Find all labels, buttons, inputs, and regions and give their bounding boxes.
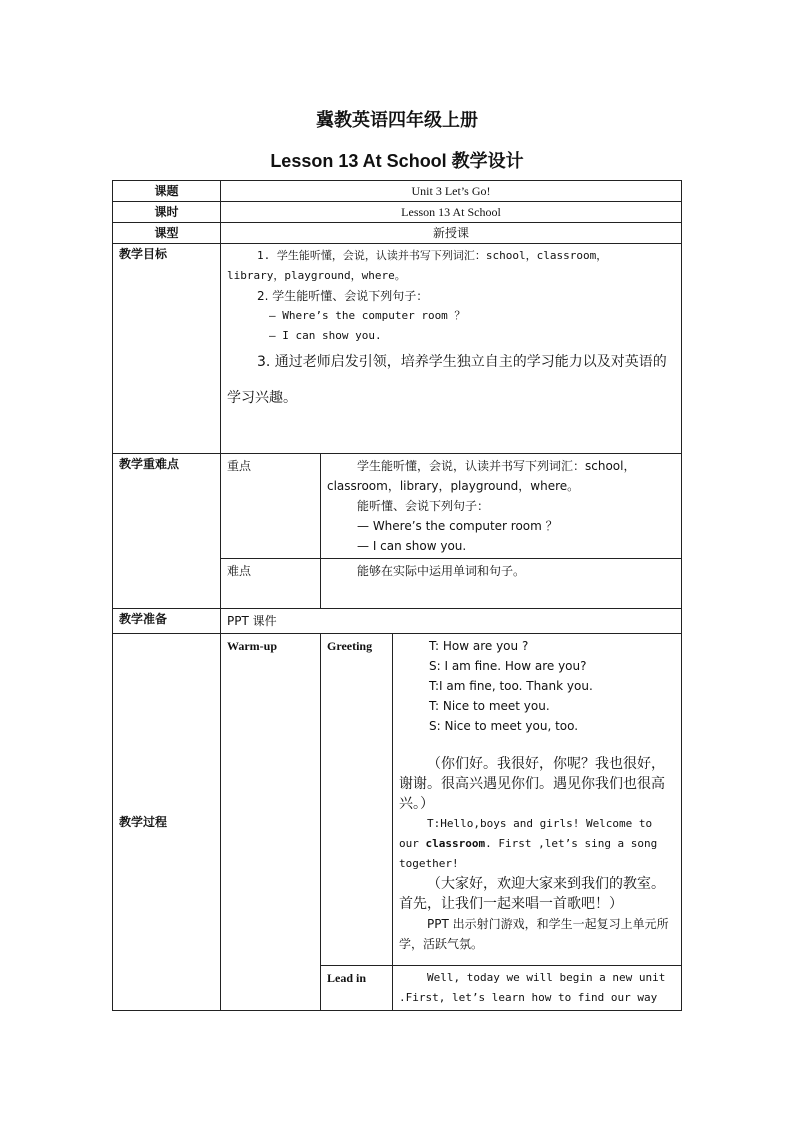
goal-1-line-b: library，playground，where。 — [227, 269, 406, 282]
topic-label: 课题 — [113, 181, 221, 202]
dialogue-line-3: T:I am fine, too. Thank you. — [429, 679, 593, 693]
translation-2: （大家好，欢迎大家来到我们的教室。首先，让我们一起来唱一首歌吧！） — [399, 876, 665, 912]
goals-label: 教学目标 — [113, 244, 221, 454]
difficulty-content — [321, 559, 682, 609]
dialogue-line-1: T: How are you ? — [429, 639, 529, 653]
key-1-line-a: 学生能听懂，会说，认读并书写下列词汇：school， — [357, 459, 636, 473]
difficulty-text: 能够在实际中运用单词和句子。 — [357, 564, 526, 578]
topic-row — [113, 181, 682, 202]
translation-1: （你们好。我很好，你呢？我也很好，谢谢。很高兴遇见你们。遇见你我们也很高兴。） — [399, 756, 665, 812]
welcome-keyword: classroom — [425, 837, 486, 850]
difficulty-label: 难点 — [221, 559, 321, 609]
topic-value: Unit 3 Let’s Go! — [221, 181, 682, 202]
key-1-line-b: classroom，library，playground，where。 — [327, 479, 580, 493]
step-greeting: Greeting — [321, 634, 393, 966]
lead-in-text: Well, today we will begin a new unit .First, let’s learn how to find our way — [399, 971, 666, 1004]
period-row — [113, 202, 682, 223]
type-value: 新授课 — [221, 223, 682, 244]
key-2-sentence-2: — I can show you. — [357, 539, 467, 553]
period-value: Lesson 13 At School — [221, 202, 682, 223]
dialogue-line-4: T: Nice to meet you. — [429, 699, 550, 713]
ppt-activity: PPT 出示射门游戏，和学生一起复习上单元所学，活跃气氛。 — [399, 917, 669, 951]
period-label: 课时 — [113, 202, 221, 223]
key-2: 能听懂、会说下列句子： — [357, 499, 490, 513]
step-lead-in: Lead in — [321, 966, 393, 1011]
lead-in-content — [393, 966, 682, 1011]
type-row — [113, 223, 682, 244]
goal-2-sentence-2: — I can show you. — [269, 329, 382, 342]
goals-row — [113, 244, 682, 454]
process-label: 教学过程 — [113, 634, 221, 1011]
greeting-row — [113, 634, 682, 966]
goals-content — [221, 244, 682, 454]
key-content — [321, 454, 682, 559]
key-2-sentence-1: — Where’s the computer room ？ — [357, 519, 558, 533]
teacher-welcome — [399, 814, 675, 874]
key-row — [113, 454, 682, 559]
prep-value: PPT 课件 — [221, 609, 682, 634]
stage-warm-up: Warm-up — [221, 634, 321, 1011]
welcome-part-2: . First ,let’s sing a song together! — [399, 837, 658, 870]
type-label: 课型 — [113, 223, 221, 244]
key-label: 重点 — [221, 454, 321, 559]
document-title: 冀教英语四年级上册 — [316, 110, 478, 131]
goal-3-line-b: 学习兴趣。 — [227, 390, 297, 406]
prep-row — [113, 609, 682, 634]
document-subtitle: Lesson 13 At School 教学设计 — [270, 151, 524, 171]
goal-2-sentence-1: — Where’s the computer room ？ — [269, 309, 466, 322]
welcome-part-1: T:Hello,boys and girls! Welcome to our — [399, 817, 653, 850]
keypoints-label: 教学重难点 — [113, 454, 221, 609]
dialogue-line-5: S: Nice to meet you, too. — [429, 719, 579, 733]
lesson-plan-table — [112, 180, 682, 1011]
dialogue-line-2: S: I am fine. How are you? — [429, 659, 587, 673]
greeting-content — [393, 634, 682, 966]
prep-label: 教学准备 — [113, 609, 221, 634]
goal-1-line-a: 1. 学生能听懂，会说，认读并书写下列词汇：school，classroom， — [257, 249, 608, 262]
goal-2: 2. 学生能听懂、会说下列句子： — [257, 289, 429, 303]
goal-3-line-a: 3. 通过老师启发引领，培养学生独立自主的学习能力以及对英语的 — [257, 354, 667, 370]
